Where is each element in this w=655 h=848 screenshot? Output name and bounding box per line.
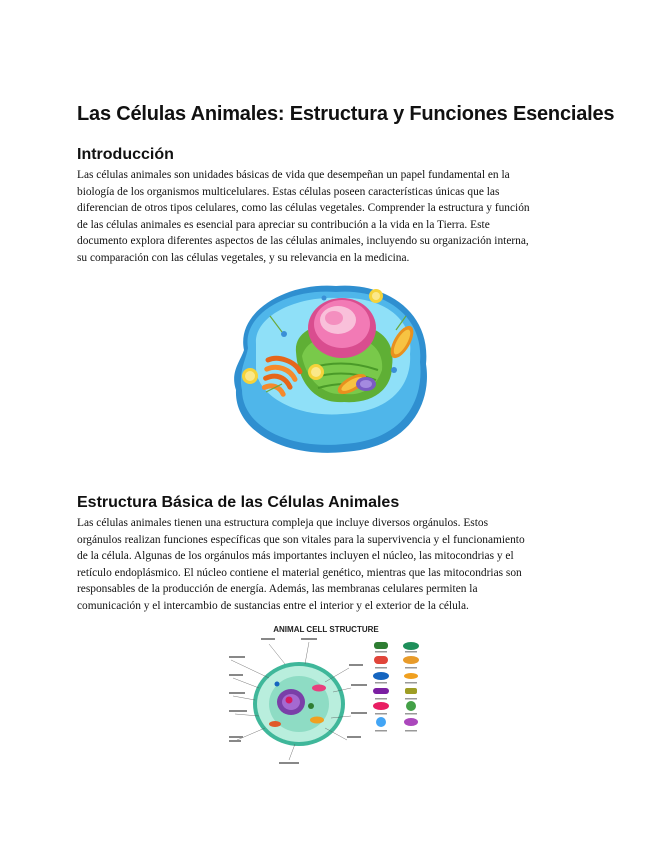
paragraph-line: de las células animales es esencial para apreciar su contribución a la vida en la Tierra. Este — [77, 218, 490, 231]
paragraph-line: Las células animales tienen una estructura compleja que incluye diversos orgánulos. Estos — [77, 517, 488, 529]
section-heading-introduccion: Introducción — [77, 146, 174, 163]
paragraph-line: de la célula. Algunas de los orgánulos más importantes incluyen el núcleo, las mitocondrias y el — [77, 550, 514, 562]
section-heading-estructura: Estructura Básica de las Células Animales — [77, 494, 400, 511]
paragraph-line: orgánulos realizan funciones específicas que son vitales para la supervivencia y el funcionamiento — [77, 533, 525, 546]
paragraph-line: responsables de la producción de energía. Además, las membranas celulares permiten la — [77, 583, 478, 595]
diagram-title: ANIMAL CELL STRUCTURE — [273, 625, 379, 634]
paragraph-line: Las células animales son unidades básicas de vida que desempeñan un papel fundamental en la — [77, 169, 510, 181]
intro-paragraph — [77, 167, 587, 266]
animal-cell-structure-diagram — [229, 622, 429, 767]
paragraph-line: biología de los organismos multicelulares. Estas células poseen características únicas que las — [77, 185, 500, 198]
paragraph-line: su comparación con las células vegetales, y su relevancia en la medicina. — [77, 251, 410, 264]
paragraph-line: retículo endoplásmico. El núcleo contiene el material genético, mientras que las mitocondrias son — [77, 566, 522, 579]
paragraph-line: diferencian de otros tipos celulares, como las células vegetales. Comprender la estructura y función — [77, 202, 530, 214]
paragraph-line: comunicación y el intercambio de sustancias entre el interior y el exterior de la célula. — [77, 599, 469, 612]
paragraph-line: documento explora diferentes aspectos de las células animales, incluyendo su organización interna, — [77, 235, 529, 247]
document-title: Las Células Animales: Estructura y Funciones Esenciales — [77, 103, 615, 125]
structure-paragraph — [77, 515, 587, 614]
animal-cell-illustration — [226, 272, 438, 462]
